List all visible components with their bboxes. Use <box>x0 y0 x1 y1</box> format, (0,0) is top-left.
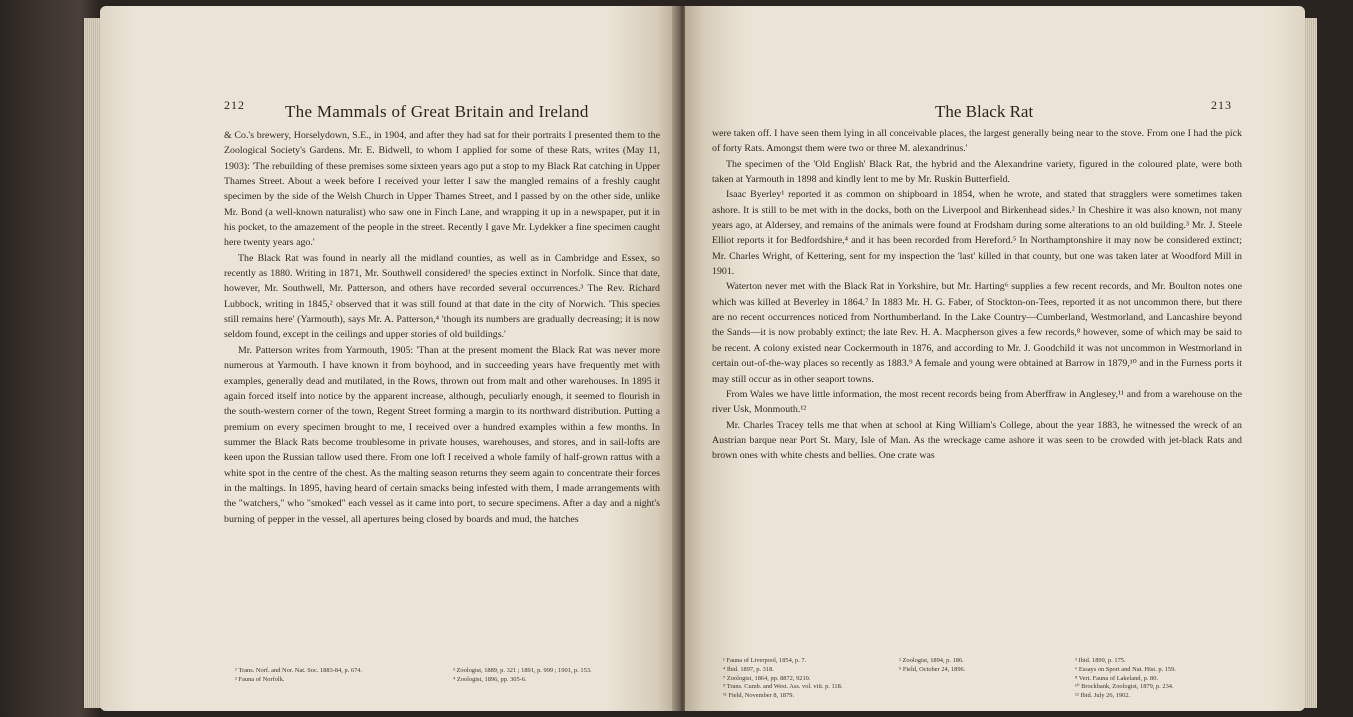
running-head-left: The Mammals of Great Britain and Ireland <box>285 102 589 121</box>
paragraph: were taken off. I have seen them lying in all conceivable places, the largest generally being near to the stove. From one I had the pick of forty Rats. Amongst them were two or three M. alexandrinus.' <box>712 128 1242 155</box>
footnote: ⁹ Trans. Cumb. and West. Ass. vol. viii. p. 118. <box>723 683 843 691</box>
page-number-left: 212 <box>224 98 245 112</box>
footnote: ¹⁰ Brockbank, Zoologist, 1879, p. 234. <box>1075 683 1174 691</box>
running-head-right: The Black Rat <box>935 102 1034 121</box>
footnote: ⁶ Essays on Sport and Nat. Hist. p. 159. <box>1075 665 1176 673</box>
footnote: ¹¹ Field, November 8, 1879. <box>723 692 795 700</box>
footnote: ⁸ Vert. Fauna of Lakeland, p. 80. <box>1075 674 1159 682</box>
paragraph: Isaac Byerley¹ reported it as common on shipboard in 1854, when he wrote, and stated that stragglers were sometimes taken ashore. It is still to be met with in the docks, both on the Liverpool and Birkenhead sides.² In Cheshire it was also known, not many years ago, at Aldersey, and remains of the animals were found at Frodsham during some alterations to an old building.³ Mr. J. Steele Elliot reports it for Bedfordshire,⁴ and it has been recorded from Hereford.⁵ In Northamptonshire it may now be considered extinct; Mr. Charles Wright, of Kettering, sent for my inspection the 'last' killed in that county, but one was taken later at Woodford Mill in 1901. <box>712 189 1242 278</box>
paragraph: Mr. Patterson writes from Yarmouth, 1905: 'Than at the present moment the Black Rat was never more numerous at Yarmouth. I have known it from boyhood, and in succeeding years have frequently met with examples, generally dead and mutilated, in the Rows, thrown out from malt and other warehouses. In 1895 it again forced itself into notice by the apparent increase, although, peculiarly enough, it seemed to flourish in the south-western corner of the town, Regent Street forming a margin to its northward distribution. Putting a premium on every specimen brought to me, I received over a hundred examples within a few months. In summer the Black Rats become troublesome in private houses, warehouses, and stores, and in sail-lofts are keen upon the Russian tallow used there. From one loft I received a whole family of half-grown rattus with a white spot in the centre of the chest. As the malting season returns they seem again to concentrate their forces in the maltings. In 1895, having heard of certain smacks being infested with them, I made arrangements with the "watchers," who "smoked" each vessel as it came into port, to secure specimens. After a day and a night's burning of pepper in the vessel, all apertures being closed by boards and mud, the hatches <box>224 344 660 525</box>
footnote: ⁵ Field, October 24, 1896. <box>899 665 966 673</box>
footnote: ² Zoologist, 1894, p. 186. <box>899 657 964 664</box>
footnote: ⁴ Ibid. 1897, p. 318. <box>723 665 774 673</box>
footnote: ¹ Fauna of Liverpool, 1854, p. 7. <box>723 657 807 664</box>
footnote <box>899 692 1067 701</box>
footnote: ⁴ Zoologist, 1896, pp. 305-6. <box>453 675 527 683</box>
paragraph: & Co.'s brewery, Horselydown, S.E., in 1904, and after they had sat for their portraits I presented them to the Zoological Society's Gardens. Mr. E. Bidwell, to whom I applied for some of these Rats, writes (May 11, 1903): 'The rebuilding of these premises some sixteen years ago put a stop to my Black Rat catching in Upper Thames Street. About a week before I received your letter I saw the mangled remains of a freshly caught specimen by the side of the Welsh Church in Upper Thames Street, and I passed by on the other side, unlike Mr. Bond (a well-known naturalist) who saw one in Finch Lane, and wrapping it up in a newspaper, put it in his pocket, to the amazement of the people in the street. Recently I gave Mr. Lydekker a fine specimen caught here twenty years ago.' <box>224 130 660 249</box>
footnote: ² Fauna of Norfolk. <box>235 675 285 683</box>
footnote: ¹ Trans. Norf. and Nor. Nat. Soc. 1883-84, p. 674. <box>235 667 363 674</box>
paragraph: The specimen of the 'Old English' Black Rat, the hybrid and the Alexandrine variety, figured in the coloured plate, were both taken at Yarmouth in 1898 and kindly lent to me by Mr. Ruskin Butterfield. <box>712 158 1242 186</box>
footnote: ³ Zoologist, 1889, p. 321 ; 1891, p. 999 ; 1901, p. 153. <box>453 667 592 674</box>
paragraph: From Wales we have little information, the most recent records being from Aberffraw in Anglesey,¹¹ and from a warehouse on the river Usk, Monmouth.¹² <box>712 388 1242 416</box>
right-body-text <box>712 126 1242 464</box>
footnote: ⁷ Zoologist, 1864, pp. 8872, 9210. <box>723 674 811 682</box>
left-page <box>100 6 675 711</box>
page-number-right: 213 <box>1211 98 1232 112</box>
paragraph: Mr. Charles Tracey tells me that when at school at King William's College, about the year 1883, he witnessed the wreck of an Austrian barque near Port St. Mary, Isle of Man. As the wreckage came ashore it was seen to be crowded with jet-black Rats and brown ones with white chests and bellies. One crate was <box>712 419 1242 462</box>
footnote: ³ Ibid. 1899, p. 175. <box>1075 657 1126 664</box>
left-footnotes <box>235 667 655 685</box>
right-footnotes <box>723 657 1243 701</box>
footnote <box>899 683 1067 692</box>
page-edges-right <box>1303 18 1317 708</box>
paragraph: Waterton never met with the Black Rat in Yorkshire, but Mr. Harting⁶ supplies a few recent records, and Mr. Boulton notes one which was killed at Beverley in 1864.⁷ In 1883 Mr. H. G. Faber, of Stockton-on-Tees, reported it as not uncommon there, but there are no recent occurrences noticed from Northumberland. In the Lake Country—Cumberland, Westmorland, and Lancashire beyond the Sands—it is now probably extinct; the late Rev. H. A. Macpherson gives a few records,⁸ however, some of which may be said to be recent. A colony existed near Cockermouth in 1876, and according to Mr. J. Goodchild it was not uncommon in Westmorland in certain out-of-the-way places so recently as 1883.⁹ A female and young were obtained at Barrow in 1879,¹⁰ and in the Furness ports it may still occur as in other seaport towns. <box>712 281 1242 385</box>
footnote: ¹² Ibid. July 26, 1902. <box>1075 692 1131 700</box>
footnote <box>899 675 1067 684</box>
left-body-text <box>224 128 660 527</box>
paragraph: The Black Rat was found in nearly all the midland counties, as well as in Cambridge and Essex, so recently as 1880. Writing in 1871, Mr. Southwell considered¹ the species extinct in Norfolk. Since that date, however, Mr. Southwell, Mr. Patterson, and others have recorded several occurrences.³ The Rev. Richard Lubbock, writing in 1845,² observed that it was still found at that date in the city of Norwich. 'This species still remains here' (Yarmouth), says Mr. A. Patterson,⁴ 'though its numbers are gradually decreasing; it is now seldom found, except in the ceilings and upper stories of old buildings.' <box>224 252 660 341</box>
right-page <box>685 6 1305 711</box>
